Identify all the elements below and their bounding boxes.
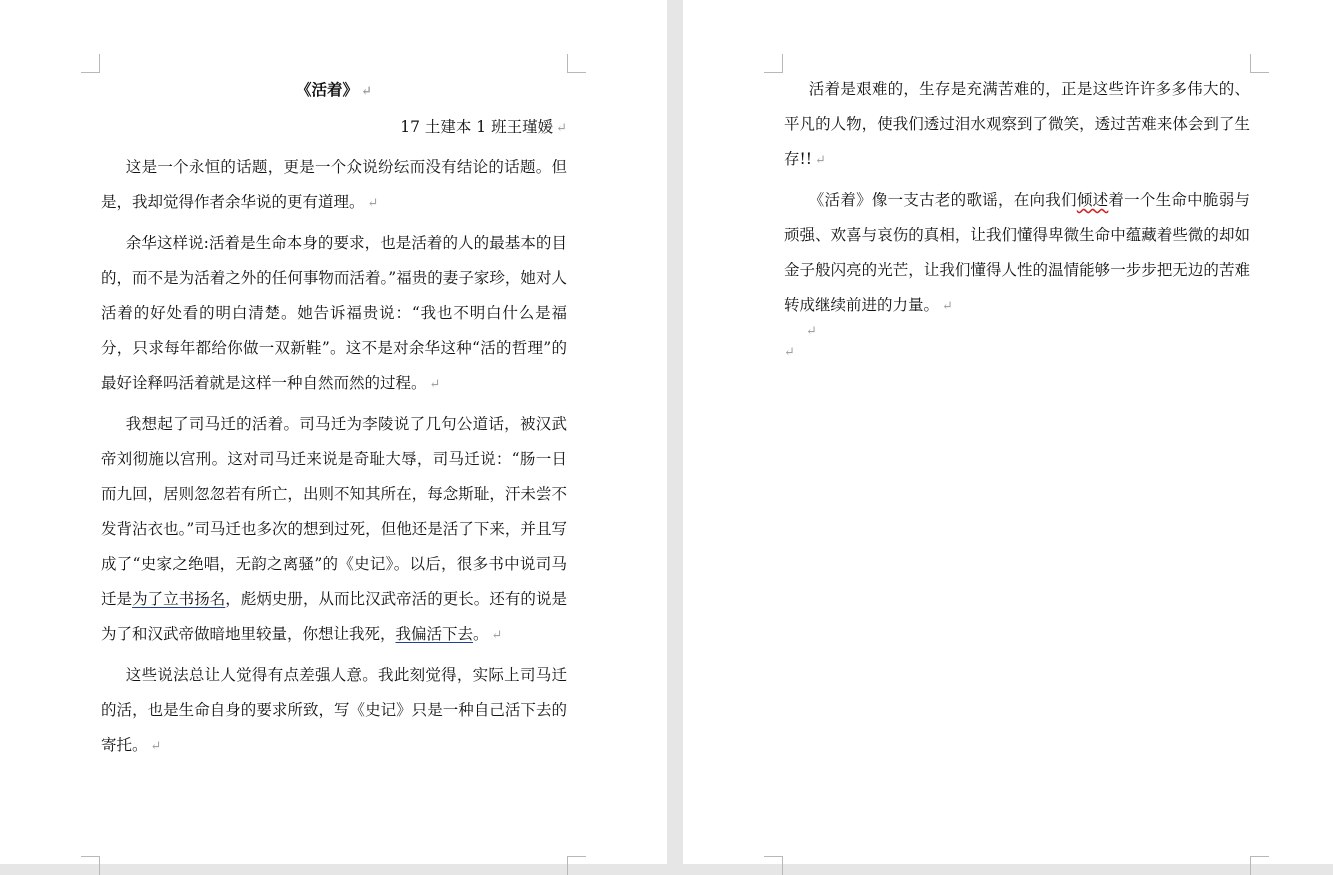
margin-corner-bottom-right — [1250, 856, 1269, 875]
underlined-phrase-1: 为了立书扬名 — [132, 590, 226, 608]
paragraph-6[interactable]: 《活着》像一支古老的歌谣，在向我们倾述着一个生命中脆弱与顽强、欢喜与哀伤的真相，让我们懂得卑微生命中蕴藏着些微的却如金子般闪亮的光芒，让我们懂得人性的温情能够一步步把无边的苦难转成继续前进的力量。 ↵ — [784, 191, 1250, 314]
paragraph-mark-icon: ↵ — [556, 121, 567, 136]
margin-corner-top-right — [1250, 54, 1269, 73]
paragraph-1[interactable]: 这是一个永恒的话题，更是一个众说纷纭而没有结论的话题。但是，我却觉得作者余华说的更有道理。 ↵ — [101, 158, 567, 211]
spelling-error-word[interactable]: 倾述 — [1076, 191, 1109, 209]
paragraph-mark-icon: ↵ — [150, 739, 162, 754]
margin-corner-bottom-left — [81, 856, 100, 875]
paragraph-3[interactable]: 我想起了司马迁的活着。司马迁为李陵说了几句公道话，被汉武帝刘彻施以宫刑。这对司马迁来说是奇耻大辱，司马迁说：“肠一日而九回，居则忽忽若有所亡，出则不知其所在，每念斯耻，汗未尝不发背沾衣也。”司马迁也多次的想到过死，但他还是活了下来，并且写成了“史家之绝唱，无韵之离骚”的《史记》。以后，很多书中说司马迁是为了立书扬名，彪炳史册，从而比汉武帝活的更长。还有的说是为了和汉武帝做暗地里较量，你想让我死，我偏活下去。 ↵ — [101, 415, 567, 643]
document-title[interactable]: 《活着》 ↵ — [296, 80, 372, 99]
paragraph-5[interactable]: 活着是艰难的，生存是充满苦难的，正是这些许许多多伟大的、平凡的人物，使我们透过泪水观察到了微笑，透过苦难来体会到了生存!! ↵ — [784, 80, 1250, 168]
document-page-1 — [0, 0, 667, 864]
empty-paragraph-mark-icon: ↵ — [784, 345, 795, 360]
margin-corner-bottom-right — [567, 856, 586, 875]
margin-corner-top-left — [81, 54, 100, 73]
paragraph-4[interactable]: 这些说法总让人觉得有点差强人意。我此刻觉得，实际上司马迁的活，也是生命自身的要求所致，写《史记》只是一种自己活下去的寄托。 ↵ — [101, 666, 567, 754]
margin-corner-bottom-left — [764, 856, 783, 875]
paragraph-mark-icon: ↵ — [429, 377, 441, 392]
paragraph-mark-icon: ↵ — [942, 299, 953, 314]
page-2-text-area[interactable] — [784, 72, 1250, 324]
paragraph-mark-icon: ↵ — [814, 153, 826, 168]
paragraph-mark-icon: ↵ — [361, 84, 372, 99]
empty-paragraph-mark-icon: ↵ — [806, 324, 817, 339]
underlined-phrase-2: 我偏活下去 — [395, 625, 474, 643]
paragraph-mark-icon: ↵ — [367, 196, 379, 211]
margin-corner-top-left — [764, 54, 783, 73]
author-byline[interactable]: 17 土建本 1 班王瑾媛 ↵ — [400, 118, 567, 136]
margin-corner-top-right — [567, 54, 586, 73]
paragraph-mark-icon: ↵ — [491, 628, 503, 643]
page-1-text-area[interactable] — [101, 72, 567, 764]
paragraph-2[interactable]: 余华这样说:活着是生命本身的要求，也是活着的人的最基本的目的，而不是为活着之外的任何事物而活着。”福贵的妻子家珍，她对人活着的好处看的明白清楚。她告诉福贵说：“我也不明白什么是福分，只求每年都给你做一双新鞋”。这不是对余华这种“活的哲理”的最好诠释吗活着就是这样一种自然而然的过程。 ↵ — [101, 234, 567, 392]
document-page-2 — [683, 0, 1333, 864]
